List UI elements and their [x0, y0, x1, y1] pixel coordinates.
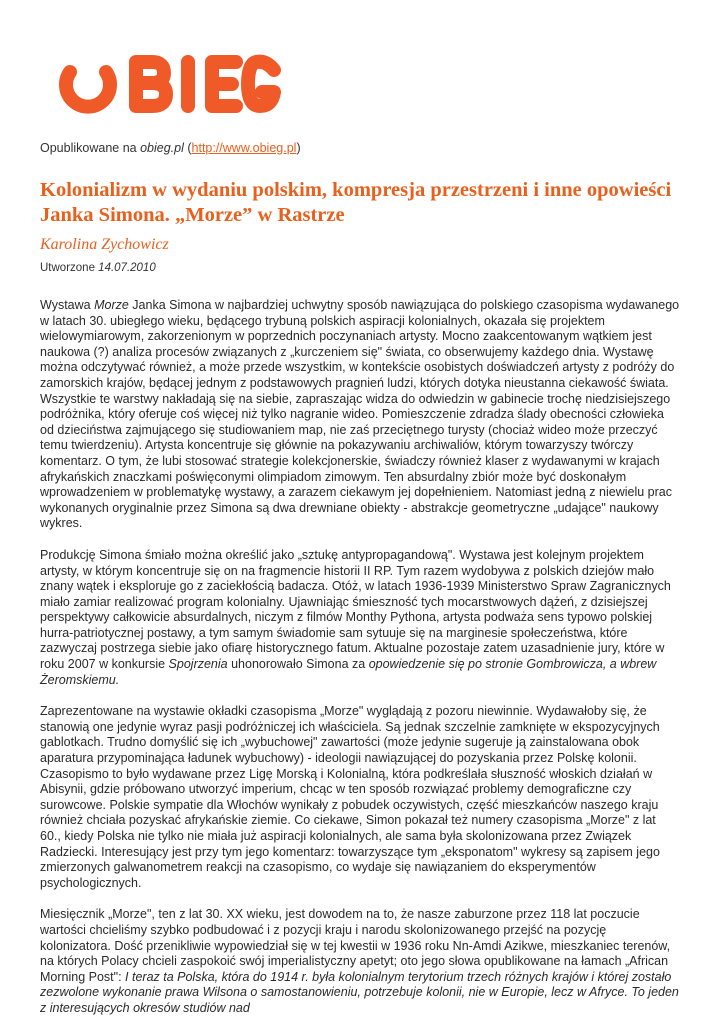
- published-site: obieg.pl: [140, 141, 184, 155]
- article-paragraph: [40, 298, 680, 532]
- text-run: Produkcję Simona śmiało można określić jako „sztukę antypropagandową". Wystawa jest kolejnym projektem artysty, w którym koncentruje się on na fragmencie historii II RP. Tym razem wydobywa z polskich dziejów mało znany wątek i eksploruje go z zaciekłością badacza. Otóż, w latach 1936-1939 Ministerstwo Spraw Zagranicznych miało zamiar realizować program kolonialny. Ujawniając śmieszność tych mocarstwowych dążeń, z dzisiejszej perspektywy całkowicie absurdalnych, niczym z filmów Monthy Pythona, artysta podważa sens typowo polskiej hurra-patriotycznej postawy, a tym samym świadomie sam sytuuje się na marginesie społeczeństwa, które zazwyczaj postrzega siebie jako ofiarę historycznego fatum. Aktualne pozostaje zatem uzasadnienie jury, które w roku 2007 w konkursie: [40, 547, 671, 672]
- article-paragraph: [40, 548, 680, 688]
- italic-text-run: opowiedzenie się po stronie Gombrowicza, a wbrew Żeromskiemu.: [40, 657, 657, 687]
- article-created: [40, 262, 156, 274]
- text-run: Miesięcznik „Morze", ten z lat 30. XX wieku, jest dowodem na to, że nasze zaburzone przez 118 lat poczucie wartości chcieliśmy szybko podbudować i z pozycji kraju i narodu skolonizowanego przejść na pozycję kolonizatora. Dość przenikliwie wypowiedział się w tej kwestii w 1936 roku Nn-Amdi Azikwe, mieszkaniec terenów, na których Polacy chcieli zaspokoić swój imperialistyczny apetyt; oto jego słowa opublikowane na łamach „African Morning Post":: [40, 907, 671, 984]
- published-url-link[interactable]: http://www.obieg.pl: [191, 141, 297, 155]
- published-close-paren: ): [296, 141, 301, 155]
- published-line: [40, 141, 301, 155]
- italic-text-run: Morze: [94, 298, 129, 312]
- italic-text-run: Spojrzenia: [168, 657, 228, 672]
- article-paragraph: [40, 704, 680, 891]
- text-run: Wystawa: [40, 298, 95, 312]
- published-open-paren: (: [183, 141, 192, 155]
- obieg-logo[interactable]: [52, 50, 282, 116]
- italic-text-run: I teraz ta Polska, która do 1914 r. była kolonialnym terytorium trzech różnych krajów i której zostało zezwolone wykonanie prawa Wilsona o samostanowieniu, potrzebuje kolonii, nie w Europie, lecz w Afryce. To jeden z interesujących okresów studiów nad: [40, 969, 679, 1015]
- published-prefix: Opublikowane na: [40, 141, 141, 155]
- article-author: Karolina Zychowicz: [40, 236, 169, 253]
- article-paragraph: [40, 907, 680, 1016]
- created-label: Utworzone: [40, 262, 99, 274]
- article-title: Kolonializm w wydaniu polskim, kompresja przestrzeni i inne opowieści Janka Simona. „Morze” w Rastrze: [40, 179, 672, 226]
- text-run: Janka Simona w najbardziej uchwytny sposób nawiązująca do polskiego czasopisma wydawanego w latach 30. ubiegłego wieku, będącego trybuną polskich aspiracji kolonialnych, okazała się projektem wielowymiarowym, zakorzenionym w poprzednich poczynaniach artysty. Mocno zaakcentowanym wątkiem jest naukowa (?) analiza procesów związanych z „kurczeniem się" świata, co obserwujemy każdego dnia. Wystawę można odczytywać również, a może przede wszystkim, w kontekście osobistych doświadczeń artysty z podróży do zamorskich krajów, będącej jednym z podstawowych pragnień ludzi, których dotyka nieustanna ciekawość świata. Wszystkie te warstwy nakładają się na siebie, zapraszając widza do odwiedzin w gabinecie trochę niedzisiejszego podróżnika, który oferuje coś więcej niż tylko nagranie wideo. Pomieszczenie zdradza ślady obecności człowieka od dzieciństwa zajmującego się studiowaniem map, nie zaś przeciętnego turysty (chociaż wideo może przeczyć temu twierdzeniu). Artysta koncentruje się głównie na pokazywaniu archiwaliów, którym towarzyszy twórczy komentarz. O tym, że lubi stosować strategie kolekcjonerskie, świadczy również klaser z wydawanymi w krajach afrykańskich znaczkami poświęconymi olimpiadom zimowym. Ten absurdalny zbiór może być doskonałym wprowadzeniem w problematykę wystawy, a zarazem ciekawym jej dopełnieniem. Natomiast jedną z niewielu prac wykonanych oryginalnie przez Simona są dwa drewniane obiekty - abstrakcje geometryczne „udające" naukowy wykres.: [40, 298, 680, 531]
- article-body: [40, 298, 680, 1033]
- created-date: 14.07.2010: [98, 262, 156, 274]
- obieg-logo-graphic: [52, 50, 282, 116]
- text-run: uhonorowało Simona za: [227, 657, 369, 672]
- text-run: Zaprezentowane na wystawie okładki czasopisma „Morze" wyglądają z pozoru niewinnie. Wydawałoby się, że stanowią one jedynie wyraz pasji podróżniczej ich właściciela. Są jednak szczelnie zamknięte w ekspozycyjnych gablotkach. Trudno domyślić się ich „wybuchowej" zawartości (może jedynie sugeruje ją zainstalowana obok aparatura przypominająca ładunek wybuchowy) - ideologii nawiązującej do pozyskania przez Polskę kolonii. Czasopismo to było wydawane przez Ligę Morską i Kolonialną, która podkreślała słuszność włoskich działań w Abisynii, gdzie próbowano utworzyć imperium, chcąc w ten sposób rozwiązać problemy demograficzne czy surowcowe. Polskie sympatie dla Włochów wynikały z pobudek oczywistych, część mieszkańców naszego kraju również chciała pozyskać afrykańskie ziemie. Co ciekawe, Simon pokazał też numery czasopisma „Morze" z lat 60., kiedy Polska nie tylko nie miała już aspiracji kolonialnych, ale sama była skolonizowana przez Związek Radziecki. Interesujący jest przy tym jego komentarz: towarzyszące tym „eksponatom" wykresy są zapisem jego zmierzonych galwanometrem reakcji na czasopismo, co wydaje się nawiązaniem do eksperymentów psychologicznych.: [40, 704, 660, 890]
